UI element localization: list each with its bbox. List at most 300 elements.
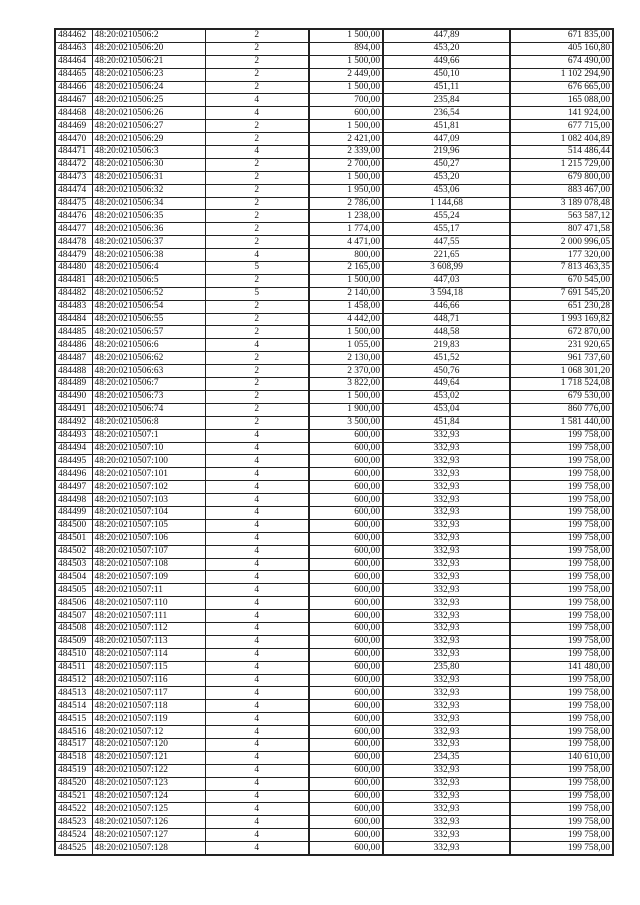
row-number-cell: 484500 (55, 519, 92, 532)
cadastral-cost-cell: 199 758,00 (510, 584, 613, 597)
area-value-cell: 600,00 (309, 494, 383, 507)
cadastral-number-cell: 48:20:0210506:38 (92, 249, 205, 262)
group-number-cell: 2 (205, 236, 309, 249)
row-number-cell: 484517 (55, 738, 92, 751)
table-row (55, 68, 613, 81)
cadastral-number-cell: 48:20:0210506:63 (92, 365, 205, 378)
table-row (55, 107, 613, 120)
specific-value-cell: 451,11 (383, 81, 510, 94)
cadastral-number-cell: 48:20:0210507:115 (92, 661, 205, 674)
area-value-cell: 600,00 (309, 597, 383, 610)
cadastral-number-cell: 48:20:0210507:107 (92, 545, 205, 558)
specific-value-cell: 332,93 (383, 558, 510, 571)
group-number-cell: 4 (205, 494, 309, 507)
cadastral-cost-cell: 199 758,00 (510, 803, 613, 816)
cadastral-number-cell: 48:20:0210507:101 (92, 468, 205, 481)
specific-value-cell: 451,84 (383, 416, 510, 429)
group-number-cell: 4 (205, 803, 309, 816)
cadastral-cost-cell: 199 758,00 (510, 468, 613, 481)
area-value-cell: 600,00 (309, 790, 383, 803)
table-row (55, 816, 613, 829)
specific-value-cell: 332,93 (383, 713, 510, 726)
table-row (55, 120, 613, 133)
specific-value-cell: 332,93 (383, 622, 510, 635)
cadastral-number-cell: 48:20:0210506:26 (92, 107, 205, 120)
cadastral-number-cell: 48:20:0210507:106 (92, 532, 205, 545)
table-row (55, 532, 613, 545)
group-number-cell: 4 (205, 442, 309, 455)
cadastral-number-cell: 48:20:0210507:111 (92, 610, 205, 623)
cadastral-number-cell: 48:20:0210506:4 (92, 262, 205, 275)
area-value-cell: 1 500,00 (309, 120, 383, 133)
cadastral-cost-cell: 199 758,00 (510, 777, 613, 790)
specific-value-cell: 449,64 (383, 378, 510, 391)
row-number-cell: 484486 (55, 339, 92, 352)
table-row (55, 481, 613, 494)
cadastral-number-cell: 48:20:0210506:24 (92, 81, 205, 94)
cadastral-cost-cell: 165 088,00 (510, 94, 613, 107)
cadastral-number-cell: 48:20:0210507:123 (92, 777, 205, 790)
cadastral-number-cell: 48:20:0210506:23 (92, 68, 205, 81)
cadastral-cost-cell: 199 758,00 (510, 481, 613, 494)
group-number-cell: 2 (205, 81, 309, 94)
cadastral-number-cell: 48:20:0210506:34 (92, 197, 205, 210)
specific-value-cell: 332,93 (383, 842, 510, 855)
row-number-cell: 484463 (55, 42, 92, 55)
table-row (55, 29, 613, 42)
cadastral-cost-cell: 199 758,00 (510, 829, 613, 842)
area-value-cell: 1 500,00 (309, 81, 383, 94)
table-row (55, 429, 613, 442)
group-number-cell: 4 (205, 94, 309, 107)
cadastral-cost-cell: 1 993 169,82 (510, 313, 613, 326)
area-value-cell: 600,00 (309, 532, 383, 545)
specific-value-cell: 332,93 (383, 519, 510, 532)
table-row (55, 55, 613, 68)
cadastral-number-cell: 48:20:0210507:126 (92, 816, 205, 829)
area-value-cell: 4 471,00 (309, 236, 383, 249)
specific-value-cell: 219,83 (383, 339, 510, 352)
specific-value-cell: 332,93 (383, 610, 510, 623)
cadastral-cost-cell: 7 691 545,20 (510, 287, 613, 300)
table-row (55, 365, 613, 378)
specific-value-cell: 453,02 (383, 390, 510, 403)
area-value-cell: 2 786,00 (309, 197, 383, 210)
row-number-cell: 484489 (55, 378, 92, 391)
table-row (55, 390, 613, 403)
area-value-cell: 2 339,00 (309, 146, 383, 159)
specific-value-cell: 332,93 (383, 532, 510, 545)
row-number-cell: 484515 (55, 713, 92, 726)
specific-value-cell: 332,93 (383, 571, 510, 584)
table-row (55, 674, 613, 687)
cadastral-number-cell: 48:20:0210507:122 (92, 764, 205, 777)
row-number-cell: 484516 (55, 726, 92, 739)
row-number-cell: 484519 (55, 764, 92, 777)
table-row (55, 352, 613, 365)
row-number-cell: 484499 (55, 506, 92, 519)
specific-value-cell: 3 594,18 (383, 287, 510, 300)
cadastral-cost-cell: 199 758,00 (510, 545, 613, 558)
cadastral-cost-cell: 199 758,00 (510, 790, 613, 803)
specific-value-cell: 332,93 (383, 803, 510, 816)
group-number-cell: 4 (205, 249, 309, 262)
area-value-cell: 600,00 (309, 558, 383, 571)
table-row (55, 584, 613, 597)
specific-value-cell: 332,93 (383, 764, 510, 777)
table-row (55, 262, 613, 275)
table-row (55, 442, 613, 455)
cadastral-number-cell: 48:20:0210506:36 (92, 223, 205, 236)
table-row (55, 610, 613, 623)
group-number-cell: 4 (205, 842, 309, 855)
document-page (54, 28, 612, 856)
group-number-cell: 4 (205, 545, 309, 558)
cadastral-cost-cell: 672 870,00 (510, 326, 613, 339)
row-number-cell: 484493 (55, 429, 92, 442)
table-row (55, 545, 613, 558)
cadastral-number-cell: 48:20:0210506:20 (92, 42, 205, 55)
cadastral-number-cell: 48:20:0210507:114 (92, 648, 205, 661)
area-value-cell: 600,00 (309, 571, 383, 584)
group-number-cell: 4 (205, 764, 309, 777)
cadastral-cost-cell: 674 490,00 (510, 55, 613, 68)
group-number-cell: 4 (205, 339, 309, 352)
row-number-cell: 484469 (55, 120, 92, 133)
area-value-cell: 600,00 (309, 429, 383, 442)
row-number-cell: 484506 (55, 597, 92, 610)
cadastral-number-cell: 48:20:0210507:121 (92, 751, 205, 764)
cadastral-number-cell: 48:20:0210507:104 (92, 506, 205, 519)
specific-value-cell: 332,93 (383, 494, 510, 507)
specific-value-cell: 332,93 (383, 790, 510, 803)
group-number-cell: 4 (205, 816, 309, 829)
group-number-cell: 4 (205, 751, 309, 764)
cadastral-number-cell: 48:20:0210506:29 (92, 133, 205, 146)
group-number-cell: 2 (205, 197, 309, 210)
table-row (55, 738, 613, 751)
cadastral-number-cell: 48:20:0210506:7 (92, 378, 205, 391)
specific-value-cell: 332,93 (383, 700, 510, 713)
specific-value-cell: 332,93 (383, 506, 510, 519)
cadastral-cost-cell: 199 758,00 (510, 610, 613, 623)
cadastral-number-cell: 48:20:0210507:1 (92, 429, 205, 442)
cadastral-cost-cell: 199 758,00 (510, 494, 613, 507)
area-value-cell: 1 238,00 (309, 210, 383, 223)
area-value-cell: 3 500,00 (309, 416, 383, 429)
cadastral-cost-cell: 199 758,00 (510, 455, 613, 468)
table-row (55, 713, 613, 726)
cadastral-cost-cell: 199 758,00 (510, 842, 613, 855)
cadastral-number-cell: 48:20:0210506:52 (92, 287, 205, 300)
cadastral-number-cell: 48:20:0210506:32 (92, 184, 205, 197)
specific-value-cell: 332,93 (383, 545, 510, 558)
row-number-cell: 484475 (55, 197, 92, 210)
table-row (55, 158, 613, 171)
cadastral-cost-cell: 807 471,58 (510, 223, 613, 236)
table-row (55, 622, 613, 635)
table-row (55, 171, 613, 184)
specific-value-cell: 453,20 (383, 42, 510, 55)
specific-value-cell: 332,93 (383, 584, 510, 597)
area-value-cell: 600,00 (309, 751, 383, 764)
specific-value-cell: 332,93 (383, 455, 510, 468)
table-row (55, 313, 613, 326)
row-number-cell: 484510 (55, 648, 92, 661)
group-number-cell: 2 (205, 378, 309, 391)
group-number-cell: 4 (205, 146, 309, 159)
table-row (55, 378, 613, 391)
group-number-cell: 4 (205, 738, 309, 751)
cadastral-number-cell: 48:20:0210506:31 (92, 171, 205, 184)
table-row (55, 687, 613, 700)
area-value-cell: 600,00 (309, 481, 383, 494)
table-row (55, 803, 613, 816)
row-number-cell: 484479 (55, 249, 92, 262)
area-value-cell: 600,00 (309, 764, 383, 777)
table-row (55, 751, 613, 764)
specific-value-cell: 1 144,68 (383, 197, 510, 210)
cadastral-cost-cell: 199 758,00 (510, 429, 613, 442)
cadastral-cost-cell: 651 230,28 (510, 300, 613, 313)
specific-value-cell: 332,93 (383, 468, 510, 481)
cadastral-number-cell: 48:20:0210506:57 (92, 326, 205, 339)
row-number-cell: 484491 (55, 403, 92, 416)
group-number-cell: 4 (205, 107, 309, 120)
cadastral-cost-cell: 199 758,00 (510, 597, 613, 610)
row-number-cell: 484495 (55, 455, 92, 468)
specific-value-cell: 450,10 (383, 68, 510, 81)
cadastral-cost-cell: 860 776,00 (510, 403, 613, 416)
area-value-cell: 1 500,00 (309, 390, 383, 403)
cadastral-cost-cell: 199 758,00 (510, 532, 613, 545)
cadastral-cost-cell: 883 467,00 (510, 184, 613, 197)
group-number-cell: 4 (205, 519, 309, 532)
group-number-cell: 4 (205, 532, 309, 545)
table-row (55, 571, 613, 584)
cadastral-number-cell: 48:20:0210507:119 (92, 713, 205, 726)
area-value-cell: 3 822,00 (309, 378, 383, 391)
specific-value-cell: 448,58 (383, 326, 510, 339)
table-row (55, 726, 613, 739)
table-row (55, 494, 613, 507)
cadastral-cost-cell: 199 758,00 (510, 687, 613, 700)
row-number-cell: 484505 (55, 584, 92, 597)
cadastral-cost-cell: 199 758,00 (510, 622, 613, 635)
area-value-cell: 800,00 (309, 249, 383, 262)
table-row (55, 223, 613, 236)
table-row (55, 403, 613, 416)
area-value-cell: 2 370,00 (309, 365, 383, 378)
specific-value-cell: 448,71 (383, 313, 510, 326)
area-value-cell: 2 140,00 (309, 287, 383, 300)
area-value-cell: 1 500,00 (309, 171, 383, 184)
specific-value-cell: 235,80 (383, 661, 510, 674)
group-number-cell: 2 (205, 326, 309, 339)
group-number-cell: 2 (205, 390, 309, 403)
area-value-cell: 600,00 (309, 648, 383, 661)
table-row (55, 506, 613, 519)
table-row (55, 416, 613, 429)
table-row (55, 777, 613, 790)
row-number-cell: 484470 (55, 133, 92, 146)
specific-value-cell: 453,06 (383, 184, 510, 197)
specific-value-cell: 450,76 (383, 365, 510, 378)
area-value-cell: 600,00 (309, 777, 383, 790)
group-number-cell: 4 (205, 610, 309, 623)
cadastral-cost-cell: 199 758,00 (510, 635, 613, 648)
cadastral-number-cell: 48:20:0210507:125 (92, 803, 205, 816)
specific-value-cell: 447,89 (383, 29, 510, 42)
cadastral-number-cell: 48:20:0210507:105 (92, 519, 205, 532)
cadastral-cost-cell: 141 924,00 (510, 107, 613, 120)
cadastral-cost-cell: 199 758,00 (510, 700, 613, 713)
group-number-cell: 4 (205, 558, 309, 571)
cadastral-number-cell: 48:20:0210506:8 (92, 416, 205, 429)
specific-value-cell: 455,17 (383, 223, 510, 236)
row-number-cell: 484487 (55, 352, 92, 365)
row-number-cell: 484476 (55, 210, 92, 223)
cadastral-cost-cell: 1 215 729,00 (510, 158, 613, 171)
group-number-cell: 2 (205, 403, 309, 416)
area-value-cell: 600,00 (309, 661, 383, 674)
table-row (55, 274, 613, 287)
area-value-cell: 600,00 (309, 829, 383, 842)
cadastral-cost-cell: 199 758,00 (510, 738, 613, 751)
specific-value-cell: 455,24 (383, 210, 510, 223)
area-value-cell: 600,00 (309, 468, 383, 481)
specific-value-cell: 3 608,99 (383, 262, 510, 275)
cadastral-cost-cell: 199 758,00 (510, 816, 613, 829)
row-number-cell: 484483 (55, 300, 92, 313)
specific-value-cell: 332,93 (383, 442, 510, 455)
cadastral-number-cell: 48:20:0210506:5 (92, 274, 205, 287)
table-row (55, 81, 613, 94)
area-value-cell: 1 500,00 (309, 29, 383, 42)
cadastral-number-cell: 48:20:0210506:3 (92, 146, 205, 159)
table-row (55, 790, 613, 803)
cadastral-cost-cell: 199 758,00 (510, 674, 613, 687)
row-number-cell: 484498 (55, 494, 92, 507)
table-row (55, 764, 613, 777)
row-number-cell: 484482 (55, 287, 92, 300)
group-number-cell: 4 (205, 622, 309, 635)
group-number-cell: 2 (205, 29, 309, 42)
group-number-cell: 4 (205, 429, 309, 442)
row-number-cell: 484484 (55, 313, 92, 326)
cadastral-number-cell: 48:20:0210506:21 (92, 55, 205, 68)
cadastral-number-cell: 48:20:0210506:35 (92, 210, 205, 223)
area-value-cell: 1 458,00 (309, 300, 383, 313)
row-number-cell: 484474 (55, 184, 92, 197)
row-number-cell: 484514 (55, 700, 92, 713)
specific-value-cell: 453,04 (383, 403, 510, 416)
specific-value-cell: 446,66 (383, 300, 510, 313)
group-number-cell: 4 (205, 597, 309, 610)
cadastral-cost-cell: 141 480,00 (510, 661, 613, 674)
table-row (55, 700, 613, 713)
area-value-cell: 600,00 (309, 816, 383, 829)
row-number-cell: 484524 (55, 829, 92, 842)
row-number-cell: 484466 (55, 81, 92, 94)
table-row (55, 184, 613, 197)
row-number-cell: 484471 (55, 146, 92, 159)
table-row (55, 326, 613, 339)
table-row (55, 829, 613, 842)
specific-value-cell: 235,84 (383, 94, 510, 107)
area-value-cell: 600,00 (309, 700, 383, 713)
table-row (55, 197, 613, 210)
specific-value-cell: 447,09 (383, 133, 510, 146)
row-number-cell: 484501 (55, 532, 92, 545)
cadastral-value-table (54, 28, 614, 856)
cadastral-cost-cell: 199 758,00 (510, 764, 613, 777)
row-number-cell: 484481 (55, 274, 92, 287)
cadastral-number-cell: 48:20:0210507:110 (92, 597, 205, 610)
area-value-cell: 4 442,00 (309, 313, 383, 326)
area-value-cell: 1 950,00 (309, 184, 383, 197)
group-number-cell: 4 (205, 777, 309, 790)
row-number-cell: 484472 (55, 158, 92, 171)
group-number-cell: 4 (205, 455, 309, 468)
specific-value-cell: 332,93 (383, 687, 510, 700)
area-value-cell: 700,00 (309, 94, 383, 107)
row-number-cell: 484485 (55, 326, 92, 339)
specific-value-cell: 332,93 (383, 481, 510, 494)
cadastral-number-cell: 48:20:0210507:113 (92, 635, 205, 648)
cadastral-number-cell: 48:20:0210507:102 (92, 481, 205, 494)
area-value-cell: 600,00 (309, 545, 383, 558)
row-number-cell: 484503 (55, 558, 92, 571)
table-row (55, 210, 613, 223)
cadastral-number-cell: 48:20:0210506:62 (92, 352, 205, 365)
cadastral-cost-cell: 676 665,00 (510, 81, 613, 94)
table-row (55, 133, 613, 146)
specific-value-cell: 332,93 (383, 777, 510, 790)
area-value-cell: 600,00 (309, 610, 383, 623)
group-number-cell: 2 (205, 300, 309, 313)
cadastral-number-cell: 48:20:0210507:117 (92, 687, 205, 700)
cadastral-cost-cell: 1 581 440,00 (510, 416, 613, 429)
specific-value-cell: 219,96 (383, 146, 510, 159)
cadastral-cost-cell: 961 737,60 (510, 352, 613, 365)
table-row (55, 300, 613, 313)
cadastral-cost-cell: 514 486,44 (510, 146, 613, 159)
group-number-cell: 4 (205, 635, 309, 648)
area-value-cell: 1 774,00 (309, 223, 383, 236)
cadastral-number-cell: 48:20:0210506:37 (92, 236, 205, 249)
specific-value-cell: 451,52 (383, 352, 510, 365)
cadastral-number-cell: 48:20:0210507:118 (92, 700, 205, 713)
area-value-cell: 1 500,00 (309, 55, 383, 68)
cadastral-cost-cell: 1 082 404,89 (510, 133, 613, 146)
cadastral-cost-cell: 1 068 301,20 (510, 365, 613, 378)
row-number-cell: 484477 (55, 223, 92, 236)
table-row (55, 558, 613, 571)
group-number-cell: 2 (205, 42, 309, 55)
cadastral-cost-cell: 671 835,00 (510, 29, 613, 42)
area-value-cell: 600,00 (309, 107, 383, 120)
table-body (55, 29, 613, 855)
row-number-cell: 484497 (55, 481, 92, 494)
row-number-cell: 484513 (55, 687, 92, 700)
row-number-cell: 484522 (55, 803, 92, 816)
cadastral-cost-cell: 670 545,00 (510, 274, 613, 287)
cadastral-number-cell: 48:20:0210506:74 (92, 403, 205, 416)
row-number-cell: 484507 (55, 610, 92, 623)
area-value-cell: 2 449,00 (309, 68, 383, 81)
cadastral-number-cell: 48:20:0210506:54 (92, 300, 205, 313)
